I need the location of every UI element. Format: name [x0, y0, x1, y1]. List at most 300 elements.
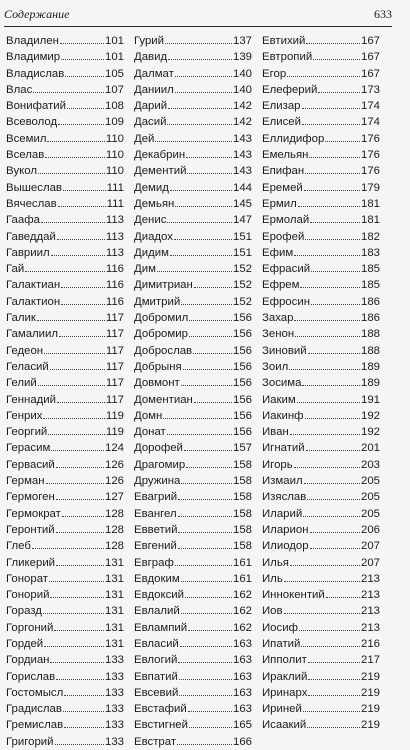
index-entry [262, 147, 380, 163]
index-entry [6, 147, 124, 163]
dot-leader [295, 327, 360, 337]
entry-name: Генрих [6, 409, 43, 422]
dot-leader [185, 588, 232, 598]
entry-name: Елеферий [262, 83, 318, 96]
index-entry [6, 489, 124, 505]
entry-name: Вонифатий [6, 100, 66, 113]
entry-name: Евстафий [134, 703, 187, 716]
entry-page-number: 219 [360, 703, 380, 716]
entry-name: Ириней [262, 703, 302, 716]
index-entry [6, 114, 124, 130]
entry-page-number: 163 [232, 654, 252, 667]
index-entry [134, 310, 252, 326]
entry-name: Гремислав [6, 719, 64, 732]
entry-name: Евдоким [134, 572, 180, 585]
entry-name: Вселав [6, 149, 45, 162]
dot-leader [51, 246, 105, 256]
entry-name: Евдоксий [134, 589, 185, 602]
index-entry [262, 522, 380, 538]
dot-leader [302, 99, 360, 109]
entry-name: Влас [6, 83, 33, 96]
entry-name: Гай [6, 263, 25, 276]
dot-leader [58, 115, 104, 125]
index-entry [134, 261, 252, 277]
entry-name: Дементий [134, 165, 187, 178]
entry-page-number: 189 [360, 377, 380, 390]
entry-page-number: 133 [104, 719, 124, 732]
entry-page-number: 126 [104, 475, 124, 488]
dot-leader [305, 230, 360, 240]
dot-leader [311, 295, 360, 305]
entry-page-number: 158 [232, 540, 252, 553]
dot-leader [57, 393, 105, 403]
entry-page-number: 174 [360, 100, 380, 113]
entry-name: Гавриил [6, 246, 50, 259]
dot-leader [43, 409, 104, 419]
dot-leader [318, 83, 360, 93]
dot-leader [290, 425, 360, 435]
entry-name: Евгений [134, 540, 177, 553]
index-entry [6, 669, 124, 685]
entry-page-number: 105 [104, 67, 124, 80]
dot-leader [163, 409, 232, 419]
entry-name: Дим [134, 263, 156, 276]
index-entry [6, 457, 124, 473]
dot-leader [174, 230, 232, 240]
index-entry [262, 261, 380, 277]
entry-name: Дружина [134, 475, 181, 488]
dot-leader [308, 670, 360, 680]
entry-page-number: 156 [232, 328, 252, 341]
dot-leader [38, 376, 105, 386]
entry-name: Ефрасий [262, 263, 311, 276]
entry-name: Ефрем [262, 279, 300, 292]
index-entry [6, 310, 124, 326]
index-entry [134, 538, 252, 554]
entry-page-number: 165 [232, 719, 252, 732]
entry-page-number: 158 [232, 507, 252, 520]
index-entry [262, 620, 380, 636]
index-entry [134, 587, 252, 603]
index-entry [6, 620, 124, 636]
dot-leader [167, 115, 232, 125]
entry-page-number: 162 [232, 589, 252, 602]
entry-name: Всеволод [6, 116, 58, 129]
entry-page-number: 158 [232, 491, 252, 504]
index-entry [134, 717, 252, 733]
entry-name: Диадох [134, 230, 173, 243]
entry-page-number: 142 [232, 100, 252, 113]
entry-name: Вышеслав [6, 181, 62, 194]
entry-page-number: 144 [232, 181, 252, 194]
entry-name: Драгомир [134, 458, 186, 471]
entry-name: Исаакий [262, 719, 307, 732]
entry-page-number: 189 [360, 360, 380, 373]
dot-leader [63, 702, 104, 712]
entry-name: Евласий [134, 637, 179, 650]
entry-name: Евангел [134, 507, 177, 520]
entry-name: Геласий [6, 360, 49, 373]
index-entry [6, 294, 124, 310]
entry-page-number: 186 [360, 295, 380, 308]
entry-page-number: 176 [360, 149, 380, 162]
entry-name: Ипатий [262, 637, 301, 650]
dot-leader [45, 148, 105, 158]
index-entry [134, 196, 252, 212]
entry-name: Ефим [262, 246, 294, 259]
index-entry [6, 538, 124, 554]
entry-name: Вячеслав [6, 197, 57, 210]
dot-leader [187, 164, 232, 174]
index-entry [6, 49, 124, 65]
dot-leader [308, 344, 360, 354]
entry-page-number: 133 [104, 735, 124, 748]
index-entry [6, 33, 124, 49]
index-entry [6, 245, 124, 261]
dot-leader [47, 132, 104, 142]
dot-leader [178, 490, 232, 500]
entry-page-number: 167 [360, 51, 380, 64]
index-entry [134, 49, 252, 65]
entry-name: Евпатий [134, 670, 178, 683]
entry-page-number: 113 [105, 230, 124, 243]
entry-page-number: 152 [232, 295, 252, 308]
entry-page-number: 186 [360, 312, 380, 325]
entry-name: Владимир [6, 51, 61, 64]
index-entry [6, 685, 124, 701]
entry-name: Ерофей [262, 230, 305, 243]
index-entry [6, 701, 124, 717]
entry-page-number: 179 [360, 181, 380, 194]
entry-name: Гурий [134, 35, 165, 47]
dot-leader [307, 718, 360, 728]
entry-page-number: 113 [105, 214, 124, 227]
entry-page-number: 156 [232, 393, 252, 406]
index-entry [134, 685, 252, 701]
dot-leader [186, 458, 232, 468]
entry-name: Даниил [134, 83, 174, 96]
dot-leader [38, 164, 105, 174]
entry-page-number: 108 [104, 100, 124, 113]
entry-page-number: 151 [232, 230, 252, 243]
entry-name: Довмонт [134, 377, 180, 390]
dot-leader [65, 67, 104, 77]
dot-leader [177, 735, 232, 745]
index-entry [6, 277, 124, 293]
index-entry [6, 229, 124, 245]
dot-leader [56, 670, 104, 680]
entry-name: Галактион [6, 295, 61, 308]
index-entry [262, 685, 380, 701]
dot-leader [294, 458, 360, 468]
index-entry [262, 343, 380, 359]
index-entry [6, 98, 124, 114]
dot-leader [43, 604, 104, 614]
dot-leader [50, 360, 105, 370]
dot-leader [325, 132, 360, 142]
entry-name: Вукол [6, 165, 38, 178]
entry-name: Домн [134, 409, 163, 422]
entry-page-number: 156 [232, 360, 252, 373]
dot-leader [33, 83, 104, 93]
entry-name: Евагрий [134, 491, 178, 504]
entry-page-number: 167 [360, 35, 380, 47]
dot-leader [298, 197, 360, 207]
index-entry [134, 180, 252, 196]
entry-page-number: 110 [105, 165, 124, 178]
entry-page-number: 219 [360, 686, 380, 699]
entry-page-number: 206 [360, 523, 380, 536]
index-entry [134, 620, 252, 636]
index-entry [262, 457, 380, 473]
entry-name: Елисей [262, 116, 301, 129]
entry-name: Иаким [262, 393, 296, 406]
index-entry [262, 571, 380, 587]
index-entry [6, 359, 124, 375]
index-entry [262, 538, 380, 554]
entry-name: Еллидифор [262, 132, 325, 145]
dot-leader [59, 327, 105, 337]
entry-page-number: 213 [360, 605, 380, 618]
entry-page-number: 145 [232, 197, 252, 210]
entry-name: Далмат [134, 67, 174, 80]
entry-name: Гермоген [6, 491, 55, 504]
index-entry [262, 408, 380, 424]
index-entry [6, 212, 124, 228]
entry-name: Горгоний [6, 621, 54, 634]
entry-name: Декабрин [134, 149, 186, 162]
entry-page-number: 137 [232, 35, 252, 47]
dot-leader [309, 148, 360, 158]
index-entry [134, 669, 252, 685]
index-entry [134, 212, 252, 228]
dot-leader [188, 621, 232, 631]
entry-name: Иов [262, 605, 283, 618]
dot-leader [54, 621, 104, 631]
dot-leader [67, 99, 104, 109]
page-header [4, 2, 392, 27]
entry-page-number: 131 [104, 621, 124, 634]
dot-leader [179, 670, 232, 680]
dot-leader [165, 34, 232, 44]
entry-name: Демид [134, 181, 169, 194]
entry-name: Евлампий [134, 621, 188, 634]
entry-page-number: 127 [104, 491, 124, 504]
entry-page-number: 117 [105, 377, 124, 390]
dot-leader [57, 230, 105, 240]
entry-page-number: 156 [232, 312, 252, 325]
entry-name: Гелий [6, 377, 37, 390]
dot-leader [50, 588, 104, 598]
dot-leader [168, 99, 232, 109]
entry-page-number: 192 [360, 426, 380, 439]
index-entry [6, 131, 124, 147]
dot-leader [32, 539, 104, 549]
dot-leader [62, 507, 104, 517]
index-entry [262, 196, 380, 212]
index-entry [134, 277, 252, 293]
entry-page-number: 162 [232, 621, 252, 634]
entry-page-number: 111 [106, 181, 124, 194]
entry-name: Гордей [6, 637, 44, 650]
entry-name: Геронтий [6, 523, 55, 536]
dot-leader [175, 67, 232, 77]
index-entry [6, 163, 124, 179]
dot-leader [301, 637, 360, 647]
dot-leader [56, 458, 104, 468]
entry-name: Изяслав [262, 491, 307, 504]
entry-name: Гаафа [6, 214, 40, 227]
entry-page-number: 205 [360, 507, 380, 520]
entry-page-number: 188 [360, 328, 380, 341]
dot-leader [37, 311, 105, 321]
dot-leader [189, 311, 232, 321]
entry-page-number: 192 [360, 409, 380, 422]
entry-page-number: 167 [360, 67, 380, 80]
entry-page-number: 163 [232, 686, 252, 699]
entry-page-number: 128 [104, 507, 124, 520]
index-entry [262, 49, 380, 65]
entry-page-number: 142 [232, 116, 252, 129]
index-entry [134, 522, 252, 538]
entry-page-number: 116 [105, 279, 124, 292]
entry-page-number: 143 [232, 132, 252, 145]
entry-name: Иван [262, 426, 289, 439]
entry-name: Гервасий [6, 458, 55, 471]
index-entry [134, 392, 252, 408]
entry-page-number: 205 [360, 491, 380, 504]
dot-leader [170, 181, 232, 191]
index-entry [134, 343, 252, 359]
dot-leader [60, 34, 104, 44]
index-entry [6, 440, 124, 456]
dot-leader [302, 115, 360, 125]
entry-page-number: 156 [232, 426, 252, 439]
entry-page-number: 117 [105, 360, 124, 373]
entry-page-number: 163 [232, 703, 252, 716]
dot-leader [167, 213, 232, 223]
dot-leader [193, 344, 232, 354]
entry-name: Гермократ [6, 507, 61, 520]
entry-page-number: 152 [232, 263, 252, 276]
dot-leader [44, 344, 105, 354]
dot-leader [61, 278, 105, 288]
entry-name: Гонорий [6, 589, 50, 602]
entry-name: Ермил [262, 197, 297, 210]
index-entry [134, 489, 252, 505]
dot-leader [175, 556, 232, 566]
entry-name: Иннокентий [262, 589, 325, 602]
entry-page-number: 119 [105, 409, 124, 422]
dot-leader [303, 702, 360, 712]
entry-name: Демьян [134, 197, 175, 210]
dot-leader [56, 523, 104, 533]
index-entry [134, 734, 252, 750]
entry-name: Владилен [6, 35, 59, 47]
entry-page-number: 158 [232, 458, 252, 471]
dot-leader [175, 197, 232, 207]
dot-leader [326, 588, 360, 598]
dot-leader [194, 393, 232, 403]
entry-name: Евстигней [134, 719, 188, 732]
index-entry [262, 310, 380, 326]
dot-leader [311, 262, 360, 272]
entry-name: Дорофей [134, 442, 183, 455]
index-entry [6, 343, 124, 359]
entry-name: Евстрат [134, 735, 177, 748]
entry-name: Илиодор [262, 540, 309, 553]
index-entry [6, 82, 124, 98]
entry-page-number: 166 [232, 735, 252, 748]
entry-name: Иларион [262, 523, 309, 536]
dot-leader [305, 409, 360, 419]
index-entry [6, 506, 124, 522]
entry-page-number: 143 [232, 165, 252, 178]
dot-leader [284, 604, 360, 614]
index-entry [134, 82, 252, 98]
entry-name: Иакинф [262, 409, 304, 422]
index-entry [6, 652, 124, 668]
index-entry [262, 489, 380, 505]
dot-leader [178, 507, 232, 517]
entry-page-number: 117 [105, 328, 124, 341]
index-entry [262, 131, 380, 147]
index-entry [134, 555, 252, 571]
index-entry [262, 424, 380, 440]
index-entry [262, 701, 380, 717]
dot-leader [180, 637, 232, 647]
dot-leader [155, 132, 232, 142]
index-entry [134, 408, 252, 424]
entry-page-number: 219 [360, 719, 380, 732]
index-entry [262, 114, 380, 130]
dot-leader [178, 523, 232, 533]
index-column-3 [262, 33, 380, 750]
dot-leader [294, 311, 360, 321]
dot-leader [305, 164, 360, 174]
index-entry [6, 261, 124, 277]
index-columns [6, 33, 380, 750]
dot-leader [188, 702, 232, 712]
index-entry [134, 33, 252, 49]
index-entry [262, 277, 380, 293]
entry-name: Иринарх [262, 686, 308, 699]
entry-page-number: 101 [104, 35, 124, 47]
entry-name: Иосиф [262, 621, 298, 634]
entry-page-number: 117 [105, 344, 124, 357]
entry-name: Дасий [134, 116, 167, 129]
dot-leader [308, 686, 360, 696]
index-entry [262, 359, 380, 375]
entry-name: Евтропий [262, 51, 313, 64]
index-entry [134, 98, 252, 114]
dot-leader [170, 246, 232, 256]
dot-leader [308, 653, 360, 663]
entry-name: Добромил [134, 312, 189, 325]
index-entry [134, 294, 252, 310]
entry-page-number: 163 [232, 637, 252, 650]
index-entry [134, 636, 252, 652]
entry-name: Галактиан [6, 279, 61, 292]
entry-page-number: 201 [360, 442, 380, 455]
dot-leader [181, 295, 232, 305]
entry-name: Глеб [6, 540, 31, 553]
entry-name: Евграф [134, 556, 174, 569]
entry-name: Ипполит [262, 654, 307, 667]
entry-page-number: 116 [105, 263, 124, 276]
index-entry [6, 636, 124, 652]
entry-page-number: 139 [232, 51, 252, 64]
